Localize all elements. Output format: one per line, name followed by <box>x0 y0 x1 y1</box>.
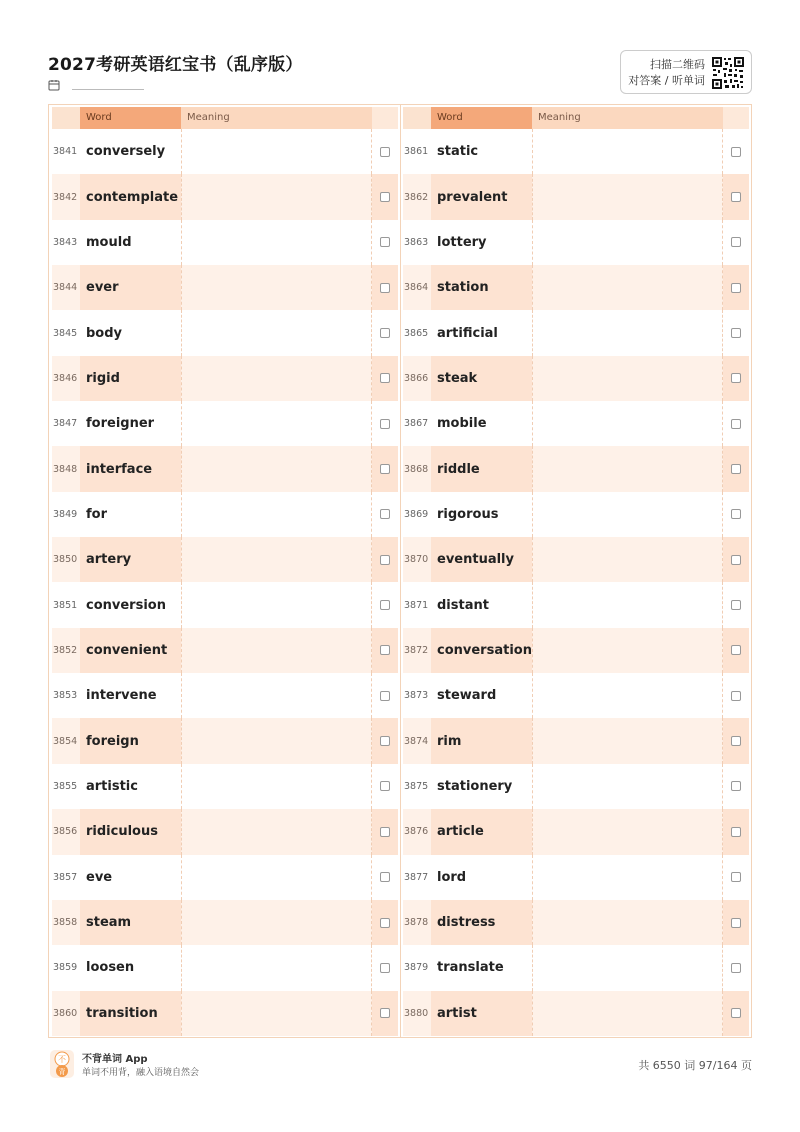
table-row <box>403 673 749 718</box>
checkbox-icon[interactable] <box>731 555 741 565</box>
calendar-icon <box>48 79 60 91</box>
word-number: 3847 <box>53 418 78 430</box>
word-text: artistic <box>86 778 138 794</box>
word-text: artist <box>431 991 532 1036</box>
checkbox-icon[interactable] <box>380 373 390 383</box>
table-row <box>52 129 398 174</box>
word-number: 3844 <box>53 282 78 294</box>
meaning-cell[interactable] <box>532 310 723 355</box>
table-row <box>403 401 749 446</box>
check-cell <box>723 900 749 945</box>
meaning-cell[interactable] <box>181 673 372 718</box>
check-cell <box>372 265 398 310</box>
word-number: 3864 <box>404 282 429 294</box>
check-cell <box>723 718 749 763</box>
right-rows <box>403 129 749 1036</box>
word-number: 3875 <box>404 780 429 792</box>
page-title: 2027考研英语红宝书（乱序版） <box>48 55 303 75</box>
check-cell <box>372 628 398 673</box>
word-number: 3862 <box>404 191 429 203</box>
table-row <box>52 446 398 491</box>
meaning-cell[interactable] <box>181 446 372 491</box>
table-row <box>52 991 398 1036</box>
word-number: 3876 <box>404 826 429 838</box>
table-row <box>403 446 749 491</box>
meaning-cell[interactable] <box>532 582 723 627</box>
check-cell <box>372 809 398 854</box>
table-row <box>52 401 398 446</box>
word-number: 3869 <box>404 508 429 520</box>
page-info: 共 6550 词 97/164 页 <box>638 1059 752 1072</box>
check-cell <box>372 129 398 174</box>
word-text: mobile <box>437 416 487 432</box>
word-number: 3872 <box>404 644 429 656</box>
table-row <box>403 537 749 582</box>
table-row <box>403 764 749 809</box>
table-row <box>403 265 749 310</box>
left-column <box>52 107 398 1036</box>
date-row <box>48 79 144 91</box>
meaning-cell[interactable] <box>181 129 372 174</box>
check-cell <box>723 855 749 900</box>
word-text: rigid <box>80 356 181 401</box>
word-number: 3842 <box>53 191 78 203</box>
checkbox-icon[interactable] <box>380 691 390 701</box>
check-cell <box>723 582 749 627</box>
header-meaning: Meaning <box>532 107 723 129</box>
app-name: 不背单词 App <box>82 1054 148 1065</box>
checkbox-icon[interactable] <box>731 827 741 837</box>
check-cell <box>723 991 749 1036</box>
column-divider <box>400 105 401 1037</box>
check-cell <box>372 174 398 219</box>
check-cell <box>372 582 398 627</box>
word-number: 3846 <box>53 372 78 384</box>
meaning-cell[interactable] <box>181 537 372 582</box>
word-number: 3848 <box>53 463 78 475</box>
word-number: 3849 <box>53 508 78 520</box>
table-row <box>52 174 398 219</box>
checkbox-icon[interactable] <box>380 555 390 565</box>
word-text: mould <box>86 234 132 250</box>
word-number: 3855 <box>53 780 78 792</box>
meaning-cell[interactable] <box>532 446 723 491</box>
check-cell <box>372 673 398 718</box>
word-number: 3845 <box>53 327 78 339</box>
word-text: loosen <box>86 960 135 976</box>
checkbox-icon[interactable] <box>731 147 741 157</box>
checkbox-icon[interactable] <box>731 237 741 247</box>
checkbox-icon[interactable] <box>380 600 390 610</box>
meaning-cell[interactable] <box>532 356 723 401</box>
check-cell <box>723 764 749 809</box>
check-cell <box>372 764 398 809</box>
meaning-cell[interactable] <box>532 764 723 809</box>
table-row <box>403 129 749 174</box>
check-cell <box>723 174 749 219</box>
check-cell <box>723 265 749 310</box>
meaning-cell[interactable] <box>532 628 723 673</box>
meaning-cell[interactable] <box>532 809 723 854</box>
checkbox-icon[interactable] <box>380 237 390 247</box>
word-number: 3878 <box>404 917 429 929</box>
word-text: steward <box>437 688 497 704</box>
meaning-cell[interactable] <box>181 764 372 809</box>
table-row <box>403 900 749 945</box>
table-row <box>403 356 749 401</box>
checkbox-icon[interactable] <box>380 464 390 474</box>
table-row <box>403 492 749 537</box>
word-text: contemplate <box>80 174 181 219</box>
table-row <box>52 628 398 673</box>
header-meaning: Meaning <box>181 107 372 129</box>
meaning-cell[interactable] <box>181 628 372 673</box>
header-number-cell <box>403 107 431 129</box>
word-text: convenient <box>80 628 181 673</box>
header-number-cell <box>52 107 80 129</box>
check-cell <box>372 492 398 537</box>
table-row <box>403 945 749 990</box>
check-cell <box>723 401 749 446</box>
word-number: 3871 <box>404 599 429 611</box>
table-row <box>52 265 398 310</box>
qr-code-icon[interactable] <box>711 56 745 90</box>
word-number: 3841 <box>53 146 78 158</box>
check-cell <box>372 718 398 763</box>
checkbox-icon[interactable] <box>380 781 390 791</box>
table-row <box>52 220 398 265</box>
meaning-cell[interactable] <box>532 718 723 763</box>
table-row <box>52 673 398 718</box>
date-field[interactable] <box>72 80 144 90</box>
meaning-cell[interactable] <box>181 401 372 446</box>
table-row <box>403 582 749 627</box>
word-number: 3874 <box>404 735 429 747</box>
meaning-cell[interactable] <box>532 220 723 265</box>
check-cell <box>723 129 749 174</box>
meaning-cell[interactable] <box>532 174 723 219</box>
meaning-cell[interactable] <box>181 265 372 310</box>
meaning-cell[interactable] <box>181 356 372 401</box>
word-text: artery <box>80 537 181 582</box>
table-row <box>52 310 398 355</box>
check-cell <box>723 220 749 265</box>
word-text: steam <box>80 900 181 945</box>
table-row <box>52 764 398 809</box>
meaning-cell[interactable] <box>181 220 372 265</box>
check-cell <box>723 628 749 673</box>
table-row <box>403 718 749 763</box>
checkbox-icon[interactable] <box>380 918 390 928</box>
table-row <box>52 537 398 582</box>
vocabulary-table <box>48 104 752 1038</box>
word-text: distant <box>437 597 489 613</box>
checkbox-icon[interactable] <box>380 419 390 429</box>
meaning-cell[interactable] <box>181 582 372 627</box>
check-cell <box>723 945 749 990</box>
meaning-cell[interactable] <box>181 945 372 990</box>
checkbox-icon[interactable] <box>731 328 741 338</box>
qr-caption-line2: 对答案 / 听单词 <box>628 74 705 87</box>
meaning-cell[interactable] <box>181 900 372 945</box>
check-cell <box>372 401 398 446</box>
word-number: 3858 <box>53 917 78 929</box>
word-number: 3861 <box>404 146 429 158</box>
check-cell <box>723 809 749 854</box>
meaning-cell[interactable] <box>532 537 723 582</box>
qr-caption <box>628 57 705 89</box>
checkbox-icon[interactable] <box>731 872 741 882</box>
word-text: ever <box>80 265 181 310</box>
table-row <box>52 582 398 627</box>
checkbox-icon[interactable] <box>731 645 741 655</box>
qr-caption-line1: 扫描二维码 <box>650 58 705 71</box>
word-number: 3866 <box>404 372 429 384</box>
table-header <box>52 107 398 129</box>
word-text: conversely <box>86 144 166 160</box>
meaning-cell[interactable] <box>181 492 372 537</box>
word-number: 3843 <box>53 236 78 248</box>
meaning-cell[interactable] <box>181 310 372 355</box>
word-text: rigorous <box>437 506 499 522</box>
table-row <box>403 991 749 1036</box>
checkbox-icon[interactable] <box>731 283 741 293</box>
word-number: 3870 <box>404 554 429 566</box>
checkbox-icon[interactable] <box>380 192 390 202</box>
word-text: riddle <box>431 446 532 491</box>
checkbox-icon[interactable] <box>380 872 390 882</box>
check-cell <box>723 673 749 718</box>
word-text: for <box>86 506 107 522</box>
checkbox-icon[interactable] <box>731 464 741 474</box>
meaning-cell[interactable] <box>532 265 723 310</box>
check-cell <box>723 356 749 401</box>
word-text: interface <box>80 446 181 491</box>
word-text: prevalent <box>431 174 532 219</box>
word-text: foreign <box>80 718 181 763</box>
check-cell <box>372 537 398 582</box>
header-word: Word <box>431 107 532 129</box>
check-cell <box>723 446 749 491</box>
check-cell <box>723 537 749 582</box>
checkbox-icon[interactable] <box>380 645 390 655</box>
table-row <box>52 356 398 401</box>
meaning-cell[interactable] <box>532 900 723 945</box>
word-text: eve <box>86 869 113 885</box>
word-text: rim <box>431 718 532 763</box>
word-text: intervene <box>86 688 157 704</box>
word-number: 3853 <box>53 690 78 702</box>
table-row <box>52 718 398 763</box>
checkbox-icon[interactable] <box>380 963 390 973</box>
checkbox-icon[interactable] <box>380 827 390 837</box>
word-text: station <box>431 265 532 310</box>
word-number: 3859 <box>53 962 78 974</box>
logo-char-top: 不 <box>58 1055 66 1064</box>
table-row <box>403 310 749 355</box>
page-footer <box>48 1048 752 1080</box>
header-check-cell <box>723 107 749 129</box>
meaning-cell[interactable] <box>181 991 372 1036</box>
word-text: conversion <box>86 597 166 613</box>
checkbox-icon[interactable] <box>731 373 741 383</box>
table-row <box>52 855 398 900</box>
left-rows <box>52 129 398 1036</box>
check-cell <box>372 310 398 355</box>
word-number: 3868 <box>404 463 429 475</box>
meaning-cell[interactable] <box>532 855 723 900</box>
header-check-cell <box>372 107 398 129</box>
table-row <box>403 809 749 854</box>
checkbox-icon[interactable] <box>731 509 741 519</box>
table-row <box>403 220 749 265</box>
word-number: 3880 <box>404 1007 429 1019</box>
checkbox-icon[interactable] <box>380 147 390 157</box>
word-number: 3851 <box>53 599 78 611</box>
checkbox-icon[interactable] <box>731 691 741 701</box>
logo-char-bottom: 背 <box>58 1068 66 1076</box>
word-text: artificial <box>437 325 498 341</box>
meaning-cell[interactable] <box>532 401 723 446</box>
table-row <box>52 945 398 990</box>
word-text: transition <box>80 991 181 1036</box>
word-text: lord <box>437 869 467 885</box>
check-cell <box>372 855 398 900</box>
checkbox-icon[interactable] <box>731 600 741 610</box>
page-header <box>48 50 752 100</box>
word-text: stationery <box>437 778 513 794</box>
checkbox-icon[interactable] <box>731 918 741 928</box>
word-number: 3867 <box>404 418 429 430</box>
meaning-cell[interactable] <box>532 129 723 174</box>
meaning-cell[interactable] <box>181 809 372 854</box>
word-text: static <box>437 144 479 160</box>
word-text: conversation <box>431 628 532 673</box>
checkbox-icon[interactable] <box>380 283 390 293</box>
word-number: 3865 <box>404 327 429 339</box>
word-number: 3852 <box>53 644 78 656</box>
word-text: distress <box>431 900 532 945</box>
check-cell <box>372 356 398 401</box>
app-slogan: 单词不用背，融入语境自然会 <box>82 1068 200 1078</box>
check-cell <box>723 310 749 355</box>
meaning-cell[interactable] <box>532 945 723 990</box>
word-number: 3854 <box>53 735 78 747</box>
table-row <box>403 628 749 673</box>
table-row <box>52 900 398 945</box>
check-cell <box>723 492 749 537</box>
qr-panel <box>620 50 752 94</box>
checkbox-icon[interactable] <box>731 419 741 429</box>
word-text: ridiculous <box>80 809 181 854</box>
table-header <box>403 107 749 129</box>
checkbox-icon[interactable] <box>731 736 741 746</box>
word-text: body <box>86 325 123 341</box>
table-row <box>403 855 749 900</box>
word-number: 3850 <box>53 554 78 566</box>
checkbox-icon[interactable] <box>731 963 741 973</box>
checkbox-icon[interactable] <box>380 736 390 746</box>
check-cell <box>372 900 398 945</box>
word-number: 3856 <box>53 826 78 838</box>
check-cell <box>372 945 398 990</box>
table-row <box>52 492 398 537</box>
checkbox-icon[interactable] <box>731 192 741 202</box>
table-row <box>403 174 749 219</box>
check-cell <box>372 446 398 491</box>
checkbox-icon[interactable] <box>731 1008 741 1018</box>
word-number: 3863 <box>404 236 429 248</box>
meaning-cell[interactable] <box>532 673 723 718</box>
meaning-cell[interactable] <box>181 855 372 900</box>
checkbox-icon[interactable] <box>380 1008 390 1018</box>
word-text: article <box>431 809 532 854</box>
word-number: 3877 <box>404 871 429 883</box>
checkbox-icon[interactable] <box>380 509 390 519</box>
word-text: translate <box>437 960 504 976</box>
meaning-cell[interactable] <box>532 991 723 1036</box>
check-cell <box>372 220 398 265</box>
meaning-cell[interactable] <box>181 174 372 219</box>
meaning-cell[interactable] <box>181 718 372 763</box>
word-number: 3879 <box>404 962 429 974</box>
checkbox-icon[interactable] <box>380 328 390 338</box>
meaning-cell[interactable] <box>532 492 723 537</box>
word-text: foreigner <box>86 416 155 432</box>
word-number: 3860 <box>53 1007 78 1019</box>
table-row <box>52 809 398 854</box>
word-number: 3873 <box>404 690 429 702</box>
app-logo-icon <box>50 1050 74 1078</box>
word-text: steak <box>431 356 532 401</box>
right-column <box>403 107 749 1036</box>
check-cell <box>372 991 398 1036</box>
word-text: lottery <box>437 234 487 250</box>
header-word: Word <box>80 107 181 129</box>
checkbox-icon[interactable] <box>731 781 741 791</box>
word-text: eventually <box>431 537 532 582</box>
word-number: 3857 <box>53 871 78 883</box>
